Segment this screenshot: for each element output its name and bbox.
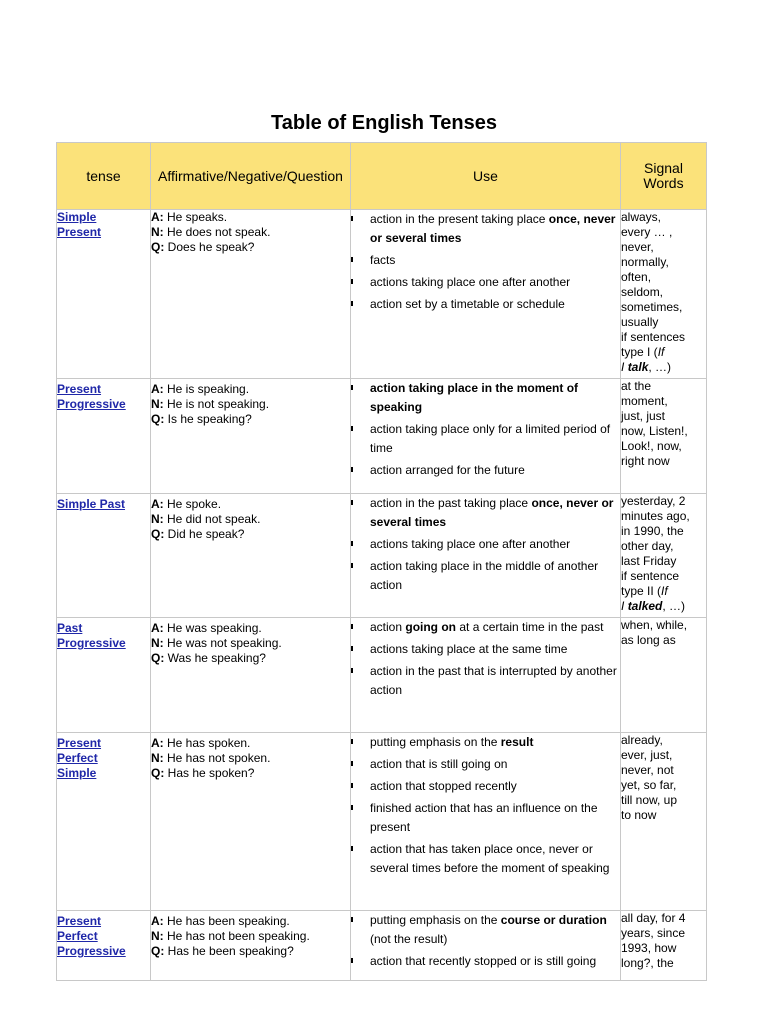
signal-word: already,	[621, 733, 663, 747]
signal-word: right now	[621, 454, 670, 468]
signal-word: ever, just,	[621, 748, 673, 762]
form-affirmative: A: He spoke.	[151, 497, 222, 511]
tense-cell	[57, 911, 151, 981]
tense-link-present-perfect-simple[interactable]: Present Perfect Simple	[57, 736, 102, 780]
tense-link-simple-present[interactable]: Simple Present	[57, 210, 102, 239]
signal-word: every … ,	[621, 225, 673, 239]
tenses-table	[56, 142, 707, 981]
signal-words-cell	[621, 911, 707, 981]
tense-cell	[57, 494, 151, 618]
use-item: facts	[351, 251, 620, 270]
forms-cell	[151, 494, 351, 618]
signal-word: other day,	[621, 539, 674, 553]
signal-word: when, while,	[621, 618, 688, 632]
form-question: Q: Is he speaking?	[151, 412, 252, 426]
header-tense: tense	[57, 143, 151, 210]
use-item: action taking place in the moment of speaking	[351, 379, 620, 417]
tense-link-simple-past[interactable]: Simple Past	[57, 497, 126, 511]
page-title: Table of English Tenses	[271, 112, 497, 134]
signal-word: at the	[621, 379, 652, 393]
form-affirmative: A: He is speaking.	[151, 382, 250, 396]
use-item: action in the present taking place once, never or several times	[351, 210, 620, 248]
table-row	[57, 618, 707, 733]
table-row	[57, 733, 707, 911]
use-cell	[351, 618, 621, 733]
header-signal-words	[621, 143, 707, 210]
form-affirmative: A: He speaks.	[151, 210, 228, 224]
tense-link-past-progressive[interactable]: Past Progressive	[57, 621, 126, 650]
use-item: action in the past taking place once, never or several times	[351, 494, 620, 532]
use-item: actions taking place one after another	[351, 535, 620, 554]
signal-word: minutes ago,	[621, 509, 690, 523]
header-forms: Affirmative/Negative/Question	[151, 143, 351, 210]
table-row	[57, 911, 707, 981]
use-cell	[351, 379, 621, 494]
forms-cell	[151, 618, 351, 733]
use-item: action that has taken place once, never or several times before the moment of speaking	[351, 840, 620, 878]
signal-word: last Friday	[621, 554, 677, 568]
use-item: putting emphasis on the course or duration (not the result)	[351, 911, 620, 949]
use-item: action arranged for the future	[351, 461, 620, 480]
tense-cell	[57, 379, 151, 494]
use-item: action set by a timetable or schedule	[351, 295, 620, 314]
use-item: action that recently stopped or is still going	[351, 952, 620, 971]
signal-word: 1993, how	[621, 941, 677, 955]
signal-word: moment,	[621, 394, 668, 408]
signal-word: never, not	[621, 763, 674, 777]
signal-word: Look!, now,	[621, 439, 682, 453]
signal-words-cell	[621, 210, 707, 379]
signal-word: till now, up	[621, 793, 678, 807]
tense-cell	[57, 733, 151, 911]
header-signal-line-1: Signal	[644, 160, 683, 176]
form-affirmative: A: He has been speaking.	[151, 914, 290, 928]
tense-cell	[57, 210, 151, 379]
use-cell	[351, 733, 621, 911]
form-affirmative: A: He has spoken.	[151, 736, 251, 750]
signal-word: years, since	[621, 926, 686, 940]
signal-word: never,	[621, 240, 654, 254]
tense-link-present-progressive[interactable]: Present Progressive	[57, 382, 126, 411]
form-question: Q: Did he speak?	[151, 527, 245, 541]
forms-cell	[151, 911, 351, 981]
use-cell	[351, 494, 621, 618]
form-negative: N: He has not been speaking.	[151, 929, 310, 943]
form-negative: N: He has not spoken.	[151, 751, 271, 765]
form-question: Q: Does he speak?	[151, 240, 255, 254]
form-question: Q: Has he been speaking?	[151, 944, 294, 958]
header-signal-line-2: Words	[643, 175, 684, 191]
signal-words-cell	[621, 379, 707, 494]
signal-word: just, just	[621, 409, 666, 423]
signal-word: always,	[621, 210, 662, 224]
use-item: actions taking place one after another	[351, 273, 620, 292]
signal-word: type II (If	[621, 584, 668, 598]
use-item: action in the past that is interrupted by another action	[351, 662, 620, 700]
signal-words-cell	[621, 494, 707, 618]
signal-words-cell	[621, 733, 707, 911]
header-row	[57, 143, 707, 210]
forms-cell	[151, 210, 351, 379]
use-item: putting emphasis on the result	[351, 733, 620, 752]
signal-word: I talked, …)	[621, 599, 686, 613]
form-negative: N: He was not speaking.	[151, 636, 282, 650]
use-item: action that is still going on	[351, 755, 620, 774]
signal-word: sometimes,	[621, 300, 683, 314]
signal-word: yet, so far,	[621, 778, 677, 792]
signal-word: in 1990, the	[621, 524, 684, 538]
forms-cell	[151, 733, 351, 911]
signal-word: to now	[621, 808, 657, 822]
use-item: finished action that has an influence on the present	[351, 799, 620, 837]
tense-cell	[57, 618, 151, 733]
table-row	[57, 379, 707, 494]
use-item: action that stopped recently	[351, 777, 620, 796]
tense-link-present-perfect-progressive[interactable]: Present Perfect Progressive	[57, 914, 126, 958]
form-question: Q: Was he speaking?	[151, 651, 266, 665]
use-item: action taking place in the middle of another action	[351, 557, 620, 595]
forms-cell	[151, 379, 351, 494]
signal-word: usually	[621, 315, 659, 329]
signal-word: type I (If	[621, 345, 665, 359]
signal-word: long?, the	[621, 956, 674, 970]
form-negative: N: He is not speaking.	[151, 397, 270, 411]
use-item: action going on at a certain time in the past	[351, 618, 620, 637]
form-affirmative: A: He was speaking.	[151, 621, 262, 635]
use-item: actions taking place at the same time	[351, 640, 620, 659]
signal-word: seldom,	[621, 285, 664, 299]
use-item: action taking place only for a limited period of time	[351, 420, 620, 458]
signal-word: I talk, …)	[621, 360, 672, 374]
form-negative: N: He does not speak.	[151, 225, 271, 239]
table-row	[57, 210, 707, 379]
signal-word: if sentences	[621, 330, 686, 344]
header-use: Use	[351, 143, 621, 210]
signal-word: all day, for 4	[621, 911, 686, 925]
form-negative: N: He did not speak.	[151, 512, 261, 526]
signal-word: if sentence	[621, 569, 680, 583]
signal-word: often,	[621, 270, 652, 284]
use-cell	[351, 210, 621, 379]
table-row	[57, 494, 707, 618]
signal-words-cell	[621, 618, 707, 733]
signal-word: normally,	[621, 255, 669, 269]
form-question: Q: Has he spoken?	[151, 766, 255, 780]
signal-word: yesterday, 2	[621, 494, 686, 508]
use-cell	[351, 911, 621, 981]
signal-word: now, Listen!,	[621, 424, 688, 438]
signal-word: as long as	[621, 633, 676, 647]
